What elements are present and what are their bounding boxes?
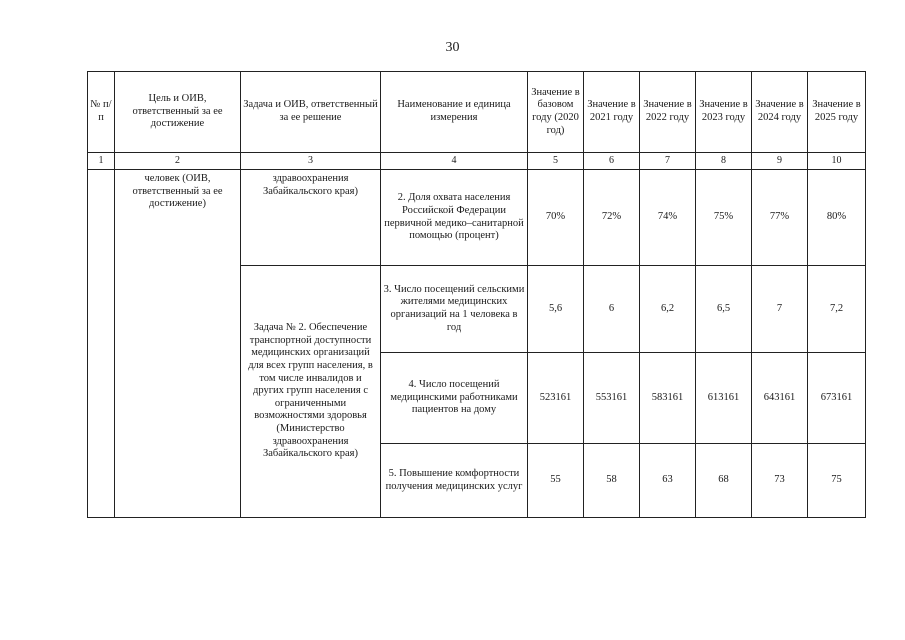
page-number: 30 [445, 40, 460, 55]
column-index: 7 [640, 153, 696, 170]
value-2022: 583161 [640, 353, 696, 444]
task-1-cell: здравоохранения Забайкальского края) [241, 170, 381, 266]
column-index: 10 [808, 153, 866, 170]
header-2024: Значение в 2024 году [752, 72, 808, 153]
indicator-name: 2. Доля охвата населения Российской Федерации первичной медико–санитарной помощью (процент) [381, 170, 528, 266]
value-2022: 74% [640, 170, 696, 266]
header-goal: Цель и ОИВ, ответственный за ее достижение [115, 72, 241, 153]
header-task: Задача и ОИВ, ответственный за ее решение [241, 72, 381, 153]
value-2023: 68 [696, 444, 752, 518]
column-index: 5 [528, 153, 584, 170]
column-index: 6 [584, 153, 640, 170]
indicator-name: 4. Число посещений медицинскими работниками пациентов на дому [381, 353, 528, 444]
value-2021: 72% [584, 170, 640, 266]
header-2021: Значение в 2021 году [584, 72, 640, 153]
header-name: Наименование и единица измерения [381, 72, 528, 153]
header-row [88, 72, 866, 153]
row-number-cell [88, 170, 115, 518]
column-index: 2 [115, 153, 241, 170]
value-2023: 613161 [696, 353, 752, 444]
column-index-row [88, 153, 866, 170]
value-base: 70% [528, 170, 584, 266]
value-2024: 7 [752, 266, 808, 353]
header-num: № п/п [88, 72, 115, 153]
column-index: 3 [241, 153, 381, 170]
value-2023: 75% [696, 170, 752, 266]
value-base: 55 [528, 444, 584, 518]
value-2022: 63 [640, 444, 696, 518]
value-2025: 7,2 [808, 266, 866, 353]
value-2024: 643161 [752, 353, 808, 444]
value-2021: 58 [584, 444, 640, 518]
column-index: 4 [381, 153, 528, 170]
value-base: 523161 [528, 353, 584, 444]
task-2-cell: Задача № 2. Обеспечение транспортной доступности медицинских организаций для всех групп населения, в том числе инвалидов и других групп населения с ограниченными возможностями здоровья (Министерство здравоохранения Забайкальского края) [241, 266, 381, 518]
value-2023: 6,5 [696, 266, 752, 353]
header-2025: Значение в 2025 году [808, 72, 866, 153]
column-index: 8 [696, 153, 752, 170]
column-index: 9 [752, 153, 808, 170]
header-base-year: Значение в базовом году (2020 год) [528, 72, 584, 153]
value-2021: 553161 [584, 353, 640, 444]
value-2024: 73 [752, 444, 808, 518]
goal-cell: человек (ОИВ, ответственный за ее достижение) [115, 170, 241, 518]
value-2025: 75 [808, 444, 866, 518]
value-2025: 673161 [808, 353, 866, 444]
value-base: 5,6 [528, 266, 584, 353]
table-row [88, 170, 866, 266]
indicators-table [87, 71, 866, 518]
value-2021: 6 [584, 266, 640, 353]
indicator-name: 5. Повышение комфортности получения медицинских услуг [381, 444, 528, 518]
column-index: 1 [88, 153, 115, 170]
value-2022: 6,2 [640, 266, 696, 353]
indicator-name: 3. Число посещений сельскими жителями медицинских организаций на 1 человека в год [381, 266, 528, 353]
value-2024: 77% [752, 170, 808, 266]
value-2025: 80% [808, 170, 866, 266]
header-2023: Значение в 2023 году [696, 72, 752, 153]
header-2022: Значение в 2022 году [640, 72, 696, 153]
